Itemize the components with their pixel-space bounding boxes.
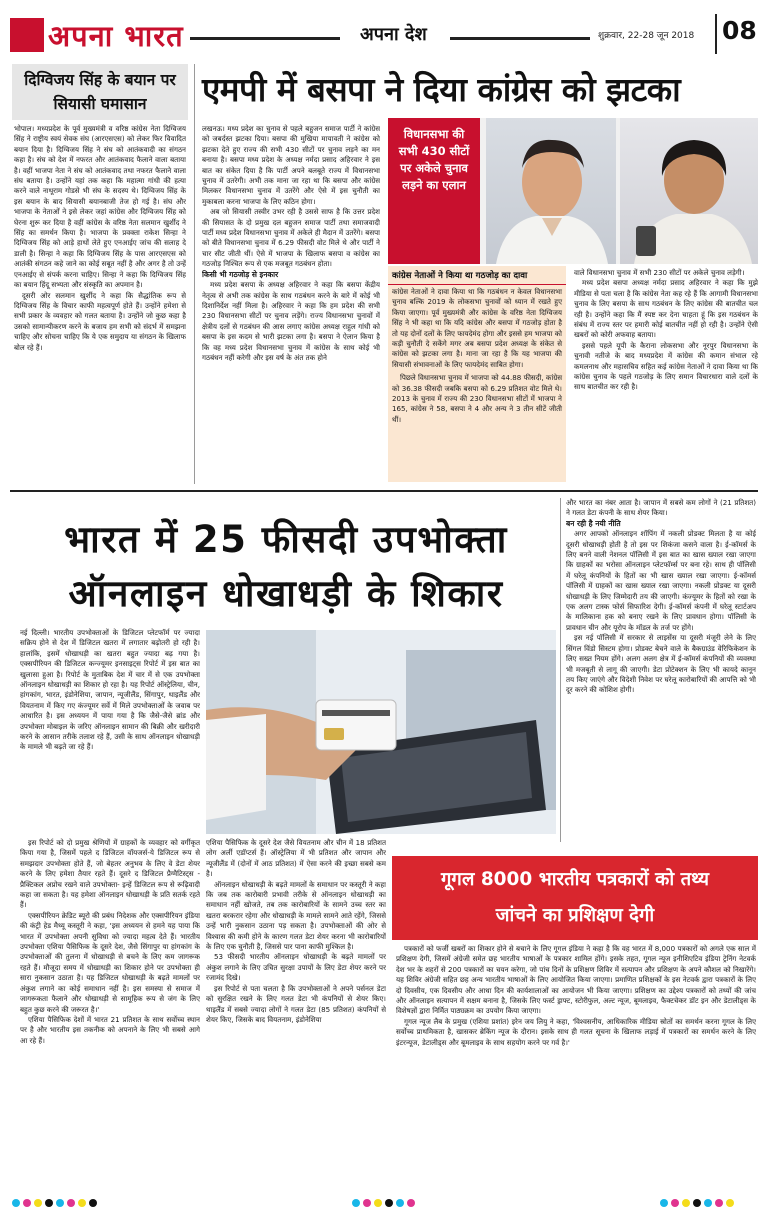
fraud-col-1-bottom <box>20 838 200 1210</box>
google-headline-2: जांचने का प्रशिक्षण देगी <box>495 905 655 926</box>
black-mark-icon <box>45 1199 53 1207</box>
page-number: 08 <box>722 16 757 45</box>
lead-col1-para-2: अब जो सियासी तस्वीर उभर रही है उससे साफ है कि उत्तर प्रदेश की सियासत के दो प्रमुख दल बहुजन समाज पार्टी तथा समाजवादी पार्टी मध्य प्रदेश विधानसभा चुनाव में अकेले ही मैदान में उतरेंगे। बसपा को बीते विधानसभा चुनाव में 6.29 फीसदी वोट मिले थे और पार्टी ने चार सीट जीती थीं। ऐसे में भाजपा के खिलाफ बसपा व कांग्रेस का गठजोड़ निश्चित रूप से एक मजबूत गठबंधन होता। <box>202 207 380 269</box>
fraud-col-1-top <box>20 628 200 838</box>
lead-photo-area <box>388 118 758 264</box>
fraud-col2-para-3: 53 फीसदी भारतीय ऑनलाइन धोखाधड़ी के बढ़ते मामलों पर अंकुश लगाने के लिए उचित सुरक्षा उपायों के लिए डेटा शेयर करने पर रजामंद दिखे। <box>206 952 386 983</box>
fraud-col3-para-1: अगर आपको ऑनलाइन शॉपिंग में नकली प्रोडक्ट मिलता है या कोई दूसरी धोखाधड़ी होती है तो इस पर शिकंजा कसने वाला है। ई-कॉमर्स के लिए बनने वाली नेशनल पॉलिसी में इस बात का खास ख्याल रखा जाएगा कि ग्राहकों का भरोसा ऑनलाइन प्लेटफॉर्म्स पर बना रहे। साथ ही पॉलिसी में घरेलू कंपनियों के हितों का भी खास ख्याल रखा जाएगा। ई-कॉमर्स पॉलिसी में ग्राहकों का खास ख्याल रखा जाएगा। नकली प्रोडक्ट या दूसरी धोखाधड़ी के लिए जिम्मेदारी तय की जाएगी। कंज्यूमर के हितों को रखा के एक अलग टास्क फोर्स सिफारिश देगी। ई-कॉमर्स कंपनी में घरेलू स्टार्टअप के मालिकाना हक को बनाए रखने के लिए प्रावधान होगा। पॉलिसी के प्रावधान चीन और यूरोप के मॉडल के तर्ज पर होंगे। <box>566 529 756 632</box>
congress-claim-box <box>388 266 566 482</box>
fraud-col2-para-1: एशिया पैसिफिक के दूसरे देश जैसे वियतनाम और चीन में 18 प्रतिशत लोग अर्ली एडॉप्टर्स हैं। ऑस्ट्रेलिया में भी प्रतिशत और जापान और न्यूजीलैंड में (दोनों में आठ प्रतिशत) में ऐसा करने की इच्छा सबसे कम है। <box>206 838 386 879</box>
lead-col1-para-1: लखनऊ। मध्य प्रदेश का चुनाव से पहले बहुजन समाज पार्टी ने कांग्रेस को जबर्दस्त झटका दिया। बसपा की मुखिया मायावती ने कांग्रेस को झटका देते हुए राज्य की सभी 430 सीटों पर चुनाव लड़ने का मन बनाया है। बसपा मध्य प्रदेश के अध्यक्ष नर्मदा प्रसाद अहिरवार ने इस बात का संकेत दिया है कि पार्टी अपने बलबूते राज्य में विधानसभा चुनाव में उतरेगी। अभी तक माना जा रहा था कि बसपा और कांग्रेस मिलकर विधानसभा चुनाव में उतरेंगे और ऐसे में इस चुनौती का मुकाबला करना भाजपा के लिए कठिन होगा। <box>202 124 380 206</box>
cyan-mark-icon <box>12 1199 20 1207</box>
google-headline-1: गूगल 8000 भारतीय पत्रकारों को तथ्य <box>441 869 709 890</box>
left-story-headline: दिग्विजय सिंह के बयान पर सियासी घमासान <box>24 71 176 113</box>
masthead <box>10 12 758 58</box>
google-story-header <box>392 856 758 940</box>
congress-box-text-2: पिछले विधानसभा चुनाव में भाजपा को 44.88 फीसदी, कांग्रेस को 36.38 फीसदी जबकि बसपा को 6.29 प्रतिशत वोट मिले थे। 2013 के चुनाव में राज्य की 230 विधानसभा सीटों में भाजपा ने 165, कांग्रेस ने 58, बसपा ने 4 और अन्य ने 3 तीन सीटें जीती थीं। <box>392 373 562 424</box>
congress-box-title: कांग्रेस नेताओं ने किया था गठजोड़ का दावा <box>388 266 566 285</box>
online-shopping-card-photo <box>206 630 556 834</box>
inset-callout <box>388 118 480 264</box>
magenta-mark-icon <box>23 1199 31 1207</box>
masthead-red-block <box>10 18 44 52</box>
paper-name: अपना भारत <box>48 19 184 53</box>
google-para-2: गूगल न्यूज लैब के प्रमुख (एशिया प्रशांत) इरेन जय लियु ने कहा, 'विश्वसनीय, आधिकारिक मीडिया स्रोतों का समर्थन करना गूगल के लिए सर्वोच्च प्राथमिकता है, खासकर ब्रेकिंग न्यूज के दौरान। इसके साथ ही गलत सूचना के खिलाफ लड़ाई में पत्रकारों का समर्थन करने के लिए इंटरन्यूज, डेटालीड्स और बूमलाइव के साथ सहयोग करने पर गर्व है।' <box>396 1016 756 1047</box>
fraud-col-3 <box>566 498 756 838</box>
lead-col1-para-3: मध्य प्रदेश बसपा के अध्यक्ष अहिरवार ने कहा कि बसपा केंद्रीय नेतृत्व से अभी तक कांग्रेस के साथ गठबंधन करने के बारे में कोई भी दिशानिर्देश नहीं मिला है। अहिरवार ने कहा कि हम प्रदेश की सभी 230 विधानसभा सीटों पर चुनाव लड़ेंगे। राज्य विधानसभा चुनावों में क्षेत्रीय दलों से गठबंधन की आस लगाए कांग्रेस अध्यक्ष राहुल गांधी को बसपा के इस कदम से भारी झटका लगा है। बसपा ने ऐलान किया है कि वह मध्य प्रदेश विधानसभा चुनाव में कांग्रेस के साथ कोई भी गठबंधन नहीं करेगी और इस वर्ष के अंत तक होने <box>202 280 380 362</box>
lead-col-1 <box>202 124 380 482</box>
fraud-col-2-bottom <box>206 838 386 1210</box>
fraud-col1-para-2: एक्सपीरियन क्रेडिट ब्यूरो की प्रबंध निदेशक और एक्सपीरियन इंडिया की कंट्री हेड मैथ्यू कस्तूरी ने कहा, 'इस अध्ययन से हमने यह पाया कि भारत में उपभोक्ता अपनी सुविधा को ज्यादा महत्व देते हैं। भारतीय उपभोक्ता एशिया पैसिफिक के दूसरे देश, जैसे सिंगापुर या हांगकांग के उपभोक्ताओं की तुलना में धोखाधड़ी से बचने के लिए कम जागरूक रहते हैं। मौजूदा समय में धोखाधड़ी का शिकार होने पर उपभोक्ता ही सारा नुकसान उठाता है। यह डिजिटल धोखाधड़ी के बढ़ते मामलों पर अंकुश लगाने का कोई समाधान नहीं है। इस समस्या से समाज में जागरूकता फैलाने और धोखाधड़ी से सामूहिक रूप से जंग के लिए बहुत कुछ करने की जरूरत है।' <box>20 910 200 1014</box>
left-story-body <box>14 124 186 484</box>
fraud-col3-top: और भारत का नंबर आता है। जापान में सबसे कम लोगों ने (21 प्रतिशत) ने गलत डेटा कंपनी के साथ शेयर किया। <box>566 498 756 518</box>
left-story-header <box>12 64 188 120</box>
fraud-col3-subhead: बन रही है नयी नीति <box>566 518 621 528</box>
lead-headline: एमपी में बसपा ने दिया कांग्रेस को झटका <box>202 70 681 109</box>
google-story-body <box>396 944 756 1176</box>
issue-date: शुक्रवार, 22-28 जून 2018 <box>598 31 695 41</box>
congress-box-text: कांग्रेस नेताओं ने दावा किया था कि गठबंधन न केवल विधानसभा चुनाव बल्कि 2019 के लोकसभा चुनावों को ध्यान में रखते हुए किया जाएगा। पूर्व मुख्यमंत्री और कांग्रेस के वरिष्ठ नेता दिग्विजय सिंह ने भी कहा था कि यदि कांग्रेस और बसपा में गठजोड़ होता है तो यह दोनों दलों के लिए फायदेमंद होगा और इससे हम भाजपा को कड़ी चुनौती दे सकेंगे मगर अब बसपा प्रदेश अध्यक्ष के संकेत से कांग्रेस को झटका लगा है। माना जा रहा है कि यह भाजपा की सियासी संभावनाओं के लिए फायदेमंद साबित होगा। <box>392 287 562 369</box>
print-marks-left <box>12 1192 100 1211</box>
left-story-para-1: भोपाल। मध्यप्रदेश के पूर्व मुख्यमंत्री व वरिष्ठ कांग्रेस नेता दिग्विजय सिंह ने राष्ट्रीय स्वयं सेवक संघ (आरएसएस) को लेकर फिर विवादित बयान दिया है। दिग्विजय सिंह ने संघ को आतंकवादी का संगठन कहा है। संघ को देश में नफरत और आतंकवाद फैलाने वाला बताया है। वहीं भाजपा नेता ने संघ को आतंकवाद तथा नफरत फैलाने वाला संघ बताया है। उन्होंने यहां तक कहा कि महात्मा गांधी की हत्या करने वाले नाथूराम गोडसे भी संघ के सदस्य थे। दिग्विजय सिंह के इस बयान के बाद सियासी बयानबाजी तेज हो गई है। संघ और भाजपा के नेताओं ने इसे लेकर जहां कांग्रेस और दिग्विजय सिंह को घेरना शुरू कर दिया है वहीं कांग्रेस के वरिष्ठ नेता सलमान खुर्शीद ने सिंह का समर्थन किया है। भाजपा के प्रवक्ता राकेश सिन्हा ने दिग्विजय सिंह को आड़े हाथों लेते हुए एनआईए जांच की सलाह दे डाली है। सिन्हा ने कहा कि दिग्विजय सिंह के पास आरएसएस को आतंकी संगठन कहे जाने का कोई सबूत नहीं है और अगर है तो उन्हें एनआईए से संपर्क करना चाहिए। सिन्हा ने कहा कि दिग्विजय सिंह का बयान हिंदू सभ्यता और संस्कृति का अपमान है। <box>14 124 186 290</box>
fraud-col2-para-2: ऑनलाइन धोखाधड़ी के बढ़ते मामलों के समाधान पर कस्तूरी ने कहा कि जब तक कारोबारी प्रभावी तरीके से ऑनलाइन धोखाधड़ी का समाधान नहीं खोजते, तब तक कारोबारियों के सामने उच्च स्तर का खतरा बरकरार रहेगा और धोखाधड़ी के मामले सामने आते रहेंगे, जिससे उन्हें भारी नुकसान उठाना पड़ सकता है। उपभोक्ताओं की ओर से विश्वास की कमी होने के कारण गलत डेटा शेयर करना भी कारोबारियों के लिए एक चुनौती है, जिससे पार पाना काफी मुश्किल है। <box>206 879 386 952</box>
yellow-mark-icon <box>34 1199 42 1207</box>
left-story-para-2: दूसरी ओर सलमान खुर्शीद ने कहा कि सैद्धांतिक रूप से दिग्विजय सिंह के विचार काफी महत्वपूर्ण होते हैं। उन्होंने हमेशा से सभी प्रकार के व्यवहार को गलत बताया है। उन्होंने जो कुछ कहा है उसको सामान्यीकरण करने के बजाय हम सभी को संदर्भ में समझना चाहिए और सोचना चाहिए कि ये एक समुदाय या संगठन के खिलाफ बोल रहे हैं। <box>14 290 186 352</box>
fraud-column-rule <box>560 498 561 842</box>
google-para-1: पत्रकारों को फर्जी खबरों का शिकार होने से बचाने के लिए गूगल इंडिया ने कहा है कि वह भारत में 8,000 पत्रकारों को अगले एक साल में प्रशिक्षण देगी, जिसमें अंग्रेजी समेत छह भारतीय भाषाओं के पत्रकार शामिल होंगे। इसके तहत, गूगल न्यूज इनीशिएटिव इंडिया ट्रेनिंग नेटवर्क देश भर के शहरों से 200 पत्रकारों का चयन करेगा, जो पांच दिनों के प्रशिक्षण शिविर में सत्यापन और प्रशिक्षण के अपने कौशल को निखारेंगे। यह शिविर अंग्रेजी सहित छह अन्य भारतीय भाषाओं के लिए आयोजित किया जाएगा। प्रमाणित प्रशिक्षकों के इस नेटवर्क द्वारा पत्रकारों के लिए दो दिवसीय, एक दिवसीय और आधा दिन की कार्यशालाओं का आयोजन भी किया जाएगा। प्रशिक्षण का उद्देश्य पत्रकारों को तथ्यों की जांच और ऑनलाइन सत्यापन में सक्षम बनाना है, जिसके लिए फर्स्ट ड्राफ्ट, स्टोरीफुल, अल्ट न्यूज, बूमलाइव, फैक्टचेकर डॉट इन और डेटालीड्स के विशेषज्ञों द्वारा निर्मित पाठ्यक्रम का उपयोग किया जाएगा। <box>396 944 756 1016</box>
fraud-col1-para-3: एशिया पैसिफिक देशों में भारत 21 प्रतिशत के साथ सर्वोच्च स्थान पर है और भारतीय इस तकनीक को अपनाने के लिए भी सबसे आगे आ रहे हैं। <box>20 1014 200 1045</box>
fraud-col1-para-1: इस रिपोर्ट को दो प्रमुख श्रेणियों में ग्राहकों के व्यवहार को वर्गीकृत किया गया है, जिसमें पहले द डिजिटल वॉयजर्स-ये डिजिटल रूप से समझदार उपभोक्ता होते हैं, जो बेहतर अनुभव के लिए वे डेटा शेयर करने के लिए हमेशा तैयार रहते हैं। दूसरे द डिजिटल प्रैग्मैटिस्ट्स - प्रैक्टिकल अप्रोच रखने वाले उपभोक्ता- इन्हें डिजिटल रूप से रूढ़िवादी कहा जा सकता है। यह हमेशा ऑनलाइन धोखाधड़ी के प्रति सतर्क रहते हैं। <box>20 838 200 910</box>
mayawati-photo <box>620 118 758 264</box>
fraud-headline-2: ऑनलाइन धोखाधड़ी के शिकार <box>68 572 504 615</box>
fraud-intro: नई दिल्ली। भारतीय उपभोक्ताओं के डिजिटल प्लेटफॉर्म पर ज्यादा सक्रिय होने से देश में डिजिटल खतरा में लगातार बढ़ोतरी हो रही है। हालांकि, इसमें धोखाधड़ी का खतरा बहुत ज्यादा बढ़ गया है। एक्सपीरियन की डिजिटल कन्ज्यूमर इनसाइट्स रिपोर्ट में इस बात का खुलासा हुआ है। रिपोर्ट के मुताबिक देश में चार में से एक उपभोक्ता ऑनलाइन धोखाधड़ी का शिकार हो रहा है। यह रिपोर्ट ऑस्ट्रेलिया, चीन, हांगकांग, भारत, इंडोनेशिया, जापान, न्यूजीलैंड, सिंगापुर, थाइलैंड और वियतनाम में किए गए कंज्यूमर सर्वे में मिले उपभोक्ताओं के जवाब पर आधारित है। इस अध्ययन में पाया गया है कि जैसे-जैसे ब्रांड और उपभोक्ता मोबाइल के जरिए ऑनलाइन सामान की बिक्री और खरीदारी करने के आसान तरीके तलाश रहे हैं, उसी के साथ ऑनलाइन धोखाधड़ी के मामले भी बढ़ते जा रहे हैं। <box>20 628 200 752</box>
rahul-photo <box>486 118 616 264</box>
section-title: अपना देश <box>360 24 427 45</box>
print-marks-center <box>352 1192 418 1211</box>
print-marks-right <box>660 1192 737 1211</box>
fraud-col3-para-2: इस नई पॉलिसी में सरकार से लाइसेंस या दूसरी मंजूरी लेने के लिए सिंगल विंडो सिस्टम होगा। प्रोडक्ट बेचने वाले के बैकग्राउंड वेरिफिकेशन के लिए सख्त नियम होंगे। अलग अलग क्षेत्र में ई-कॉमर्स कंपनियों की व्यवस्था भी मजबूती से लागू की जाएगी। डेटा प्रोटेक्शन के लिए भी कायदे कानून तय किए जाएंगे और विदेशी निवेश पर घरेलू कारोबारियों की आपत्ति को भी दूर करने की कोशिश होगी। <box>566 633 756 695</box>
lead-col1-subhead: किसी भी गठजोड़ से इनकार <box>202 269 279 279</box>
lead-col-3 <box>574 268 758 482</box>
fraud-headline-1: भारत में 25 फीसदी उपभोक्ता <box>64 518 508 561</box>
lead-col3-para-3: इससे पहले यूपी के कैराना लोकसभा और नूरपुर विधानसभा के चुनावी नतीजे के बाद मध्यप्रदेश में कांग्रेस की कमान संभाल रहे कमलनाथ और महासचिव सहित कई कांग्रेस नेताओं ने दावा किया था कि कांग्रेस चुनाव के पहले गठजोड़ के लिए समान विचारधारा वाले दलों के साथ बातचीत कर रही है। <box>574 340 758 392</box>
masthead-rule-right <box>450 37 590 40</box>
inset-callout-text: विधानसभा की सभी 430 सीटों पर अकेले चुनाव लड़ने का एलान <box>398 127 470 192</box>
lead-col3-para-2: मध्य प्रदेश बसपा अध्यक्ष नर्मदा प्रसाद अहिरवार ने कहा कि मुझे मीडिया से पता चला है कि कांग्रेस नेता कह रहे हैं कि आगामी विधानसभा चुनाव के लिए बसपा के साथ गठबंधन के लिए कांग्रेस की बातचीत चल रही है। उन्होंने कहा कि मैं स्पष्ट कर देना चाहता हूं कि इस गठबंधन के संबंध में राज्य स्तर पर हमारी कोई बातचीत नहीं हो रही है। उन्होंने ऐसी खबरों को कोरी अफवाह बताया। <box>574 278 758 340</box>
upper-section-rule <box>10 490 758 492</box>
fraud-col2-para-4: इस रिपोर्ट से पता चलता है कि उपभोक्ताओं ने अपने पर्सनल डेटा को सुरक्षित रखने के लिए गलत डेटा भी कंपनियों से शेयर किए। थाइलैंड में सबसे ज्यादा लोगों ने गलत डेटा (85 प्रतिशत) कंपनियों से शेयर किए, जिसके बाद वियतनाम, इंडोनेशिया <box>206 983 386 1024</box>
left-column-rule <box>194 64 195 484</box>
masthead-rule-left <box>190 37 340 40</box>
lead-col3-para-1: वाले विधानसभा चुनाव में सभी 230 सीटों पर अकेले चुनाव लड़ेगी। <box>574 268 745 277</box>
masthead-divider <box>715 14 717 54</box>
